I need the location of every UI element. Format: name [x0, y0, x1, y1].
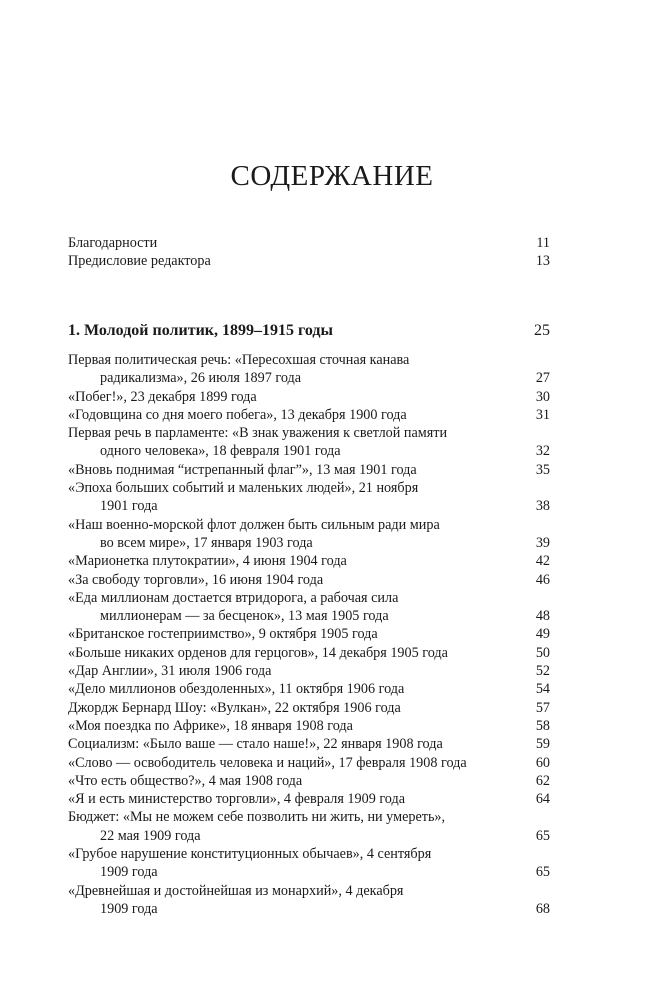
- toc-entry-title: [68, 882, 526, 919]
- toc-entry-title: [68, 461, 526, 479]
- toc-entry-title-line: «Эпоха больших событий и маленьких людей», 21 ноября: [68, 480, 419, 497]
- front-matter-list: [68, 234, 550, 271]
- toc-entry-title-line: «Грубое нарушение конституционных обычаев», 4 сентября: [68, 846, 432, 863]
- toc-entry-title: [68, 790, 526, 808]
- toc-entry-title: [68, 552, 526, 570]
- toc-entry-page-number: 57: [535, 699, 550, 716]
- toc-entry-title: [68, 234, 526, 252]
- toc-entry-page-number: 52: [535, 663, 550, 680]
- toc-entry-title-line: Социализм: «Было ваше — стало наше!», 22 января 1908 года: [68, 736, 443, 753]
- toc-entry-title-line: «Дар Англии», 31 июля 1906 года: [68, 663, 272, 680]
- toc-entry[interactable]: [68, 461, 550, 479]
- toc-entry[interactable]: [68, 790, 550, 808]
- toc-entry-title: [68, 406, 526, 424]
- toc-entry-page-number: 65: [535, 864, 550, 881]
- toc-entry-title: [68, 589, 526, 626]
- toc-entry-title: [68, 424, 526, 461]
- toc-entry-title: [68, 571, 526, 589]
- toc-entry[interactable]: [68, 680, 550, 698]
- toc-entry-title: [68, 699, 526, 717]
- toc-entry-title-line: «Британское гостеприимство», 9 октября 1905 года: [68, 626, 378, 643]
- chapter-heading[interactable]: [68, 320, 550, 342]
- toc-entry-page-number: 54: [535, 681, 550, 698]
- toc-entry-title: [68, 625, 526, 643]
- toc-entry-title-line: «Больше никаких орденов для герцогов», 14 декабря 1905 года: [68, 644, 448, 661]
- toc-entry[interactable]: [68, 406, 550, 424]
- toc-entry[interactable]: [68, 351, 550, 388]
- toc-entry-title-line: Первая политическая речь: «Пересохшая сточная канава: [68, 352, 410, 368]
- toc-entry-title-line: «За свободу торговли», 16 июня 1904 года: [68, 571, 324, 588]
- toc-entry-page-number: 49: [535, 626, 550, 643]
- toc-entry-page-number: 35: [535, 461, 550, 478]
- toc-entry-page-number: 32: [535, 443, 550, 460]
- chapter-entries: [68, 351, 550, 918]
- toc-entry-title-line: «Древнейшая и достойнейшая из монархий», 4 декабря: [68, 882, 404, 899]
- toc-entry[interactable]: [68, 735, 550, 753]
- toc-entry[interactable]: [68, 808, 550, 845]
- toc-entry[interactable]: [68, 589, 550, 626]
- toc-entry-title-line: Благодарности: [68, 235, 158, 251]
- toc-entry[interactable]: [68, 571, 550, 589]
- toc-entry-title: [68, 772, 526, 790]
- toc-entry-page-number: 30: [535, 388, 550, 405]
- toc-entry[interactable]: [68, 388, 550, 406]
- chapter-section: [68, 320, 550, 918]
- toc-entry-title-continuation: 22 мая 1909 года: [100, 827, 201, 844]
- toc-entry-title: [68, 845, 526, 882]
- toc-entry-title: [68, 479, 526, 516]
- toc-entry-title: [68, 662, 526, 680]
- toc-entry-page-number: 42: [535, 553, 550, 570]
- toc-entry-page-number: 27: [535, 370, 550, 387]
- toc-entry[interactable]: [68, 424, 550, 461]
- toc-entry-title-continuation: миллионерам — за бесценок», 13 мая 1905 года: [100, 608, 389, 625]
- toc-entry-page-number: 58: [535, 717, 550, 734]
- toc-entry-title-continuation: радикализма», 26 июля 1897 года: [100, 370, 302, 387]
- toc-entry[interactable]: [68, 882, 550, 919]
- toc-entry[interactable]: [68, 772, 550, 790]
- toc-entry-title: [68, 252, 526, 270]
- toc-entry-title: [68, 717, 526, 735]
- toc-entry-title-continuation: 1909 года: [100, 864, 158, 881]
- toc-entry-page-number: 68: [535, 900, 550, 917]
- toc-entry[interactable]: [68, 662, 550, 680]
- toc-entry-title-line: «Моя поездка по Африке», 18 января 1908 года: [68, 717, 353, 734]
- toc-entry-title-line: «Вновь поднимая “истрепанный флаг”», 13 мая 1901 года: [68, 461, 417, 478]
- toc-entry-page-number: 62: [535, 772, 550, 789]
- toc-entry-title-line: Бюджет: «Мы не можем себе позволить ни жить, ни умереть»,: [68, 809, 446, 826]
- toc-entry-page-number: 39: [535, 534, 550, 551]
- toc-entry-title-line: Джордж Бернард Шоу: «Вулкан», 22 октября 1906 года: [68, 699, 401, 716]
- toc-entry[interactable]: [68, 516, 550, 553]
- toc-entry-page-number: 65: [535, 827, 550, 844]
- toc-entry[interactable]: [68, 644, 550, 662]
- toc-entry-page-number: 48: [535, 608, 550, 625]
- toc-entry-title-line: «Марионетка плутократии», 4 июня 1904 года: [68, 553, 347, 570]
- toc-entry-title-line: «Годовщина со дня моего побега», 13 декабря 1900 года: [68, 406, 407, 423]
- toc-entry[interactable]: [68, 625, 550, 643]
- toc-entry-title: [68, 735, 526, 753]
- toc-entry-page-number: 46: [535, 571, 550, 588]
- toc-entry[interactable]: [68, 234, 550, 252]
- chapter-title: 1. Молодой политик, 1899–1915 годы: [68, 322, 333, 339]
- toc-entry-title: [68, 680, 526, 698]
- toc-entry-title-line: «Дело миллионов обездоленных», 11 октября 1906 года: [68, 681, 405, 698]
- toc-entry-page-number: 11: [536, 235, 550, 251]
- toc-entry-title: [68, 351, 526, 388]
- toc-entry-title-line: «Слово — освободитель человека и наций», 17 февраля 1908 года: [68, 754, 467, 771]
- toc-entry-title-line: Первая речь в парламенте: «В знак уважения к светлой памяти: [68, 425, 448, 442]
- toc-entry[interactable]: [68, 552, 550, 570]
- toc-entry-page-number: 64: [535, 791, 550, 808]
- toc-entry-title: [68, 808, 526, 845]
- toc-entry[interactable]: [68, 252, 550, 270]
- toc-entry-title-continuation: 1901 года: [100, 498, 158, 515]
- toc-entry-title-line: «Побег!», 23 декабря 1899 года: [68, 388, 257, 405]
- toc-entry-page-number: 60: [535, 754, 550, 771]
- page-title: СОДЕРЖАНИЕ: [230, 160, 434, 192]
- toc-entry-title-continuation: 1909 года: [100, 900, 158, 917]
- toc-entry-title: [68, 754, 526, 772]
- toc-entry-page-number: 38: [535, 498, 550, 515]
- toc-entry-page-number: 13: [535, 253, 550, 270]
- toc-entry-title-continuation: одного человека», 18 февраля 1901 года: [100, 443, 341, 460]
- toc-entry-page-number: 59: [535, 736, 550, 753]
- toc-entry-title-line: «Я и есть министерство торговли», 4 февраля 1909 года: [68, 791, 406, 808]
- toc-entry-title: [68, 388, 526, 406]
- toc-entry[interactable]: [68, 699, 550, 717]
- toc-entry-page-number: 50: [535, 644, 550, 661]
- toc-entry-page-number: 31: [535, 406, 550, 423]
- toc-entry-title: [68, 644, 526, 662]
- chapter-page-number: 25: [534, 322, 550, 339]
- toc-entry[interactable]: [68, 717, 550, 735]
- toc-entry-title-line: «Еда миллионам достается втридорога, а рабочая сила: [68, 589, 399, 606]
- toc-entry-title-line: «Что есть общество?», 4 мая 1908 года: [68, 772, 303, 789]
- toc-entry-title-continuation: во всем мире», 17 января 1903 года: [100, 534, 313, 551]
- toc-entry-title: [68, 516, 526, 553]
- toc-entry-title-line: Предисловие редактора: [68, 253, 211, 270]
- toc-entry-title-line: «Наш военно-морской флот должен быть сильным ради мира: [68, 516, 440, 533]
- toc-entry[interactable]: [68, 845, 550, 882]
- toc-entry[interactable]: [68, 479, 550, 516]
- toc-entry[interactable]: [68, 754, 550, 772]
